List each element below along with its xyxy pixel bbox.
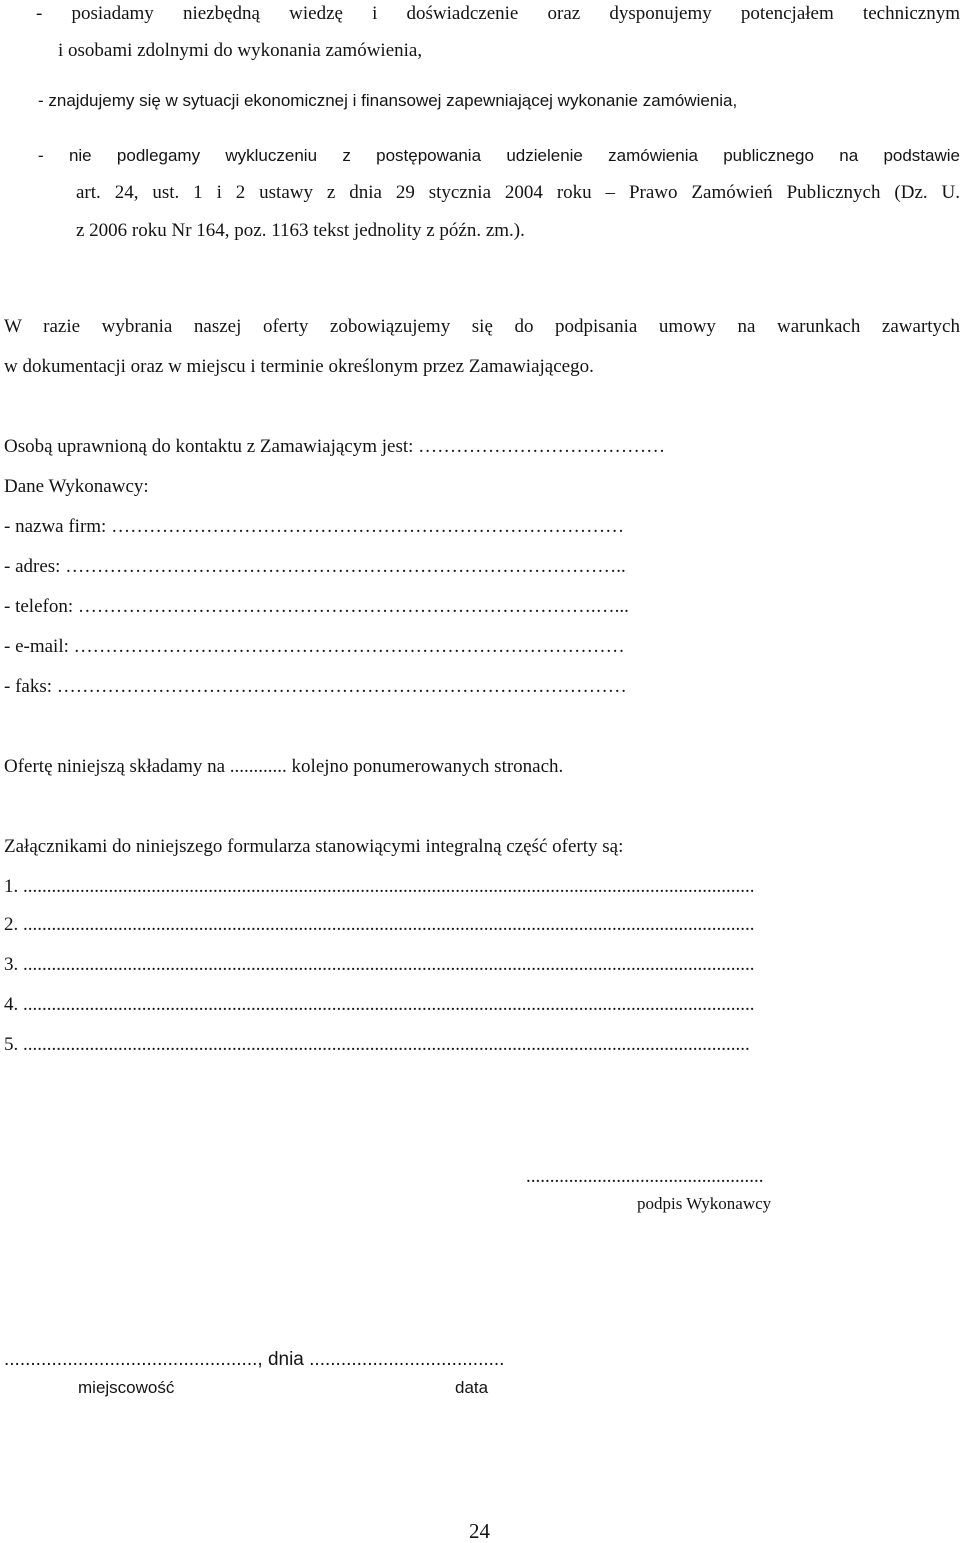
date-label: data — [455, 1378, 489, 1397]
signature-label: podpis Wykonawcy — [637, 1194, 772, 1213]
place-date-line: ................................................, dnia ..................................... — [4, 1349, 505, 1370]
place-label: miejscowość — [78, 1378, 175, 1397]
statement-economic: - znajdujemy się w sytuacji ekonomicznej i finansowej zapewniającej wykonanie zamówienia, — [38, 91, 738, 110]
signature-line: .................................................. — [526, 1166, 764, 1187]
email-field: - e-mail: …………………………………………………………………………… — [4, 636, 625, 657]
pages-count-note: Ofertę niniejszą składamy na ............ kolejno ponumerowanych stronach. — [4, 756, 564, 777]
statement-no-exclusion-line-1: - nie podlegamy wykluczeniu z postępowania udzielenie zamówienia publicznego na podstawie — [38, 146, 960, 165]
attachment-item-5: 5. ......................................................................................................................................................... — [4, 1034, 750, 1055]
contractor-data-heading: Dane Wykonawcy: — [4, 476, 149, 497]
fax-field: - faks: ……………………………………………………………………………… — [4, 676, 627, 697]
address-field: - adres: …………………………………………………………………………….. — [4, 556, 626, 577]
contact-person-field: Osobą uprawnioną do kontaktu z Zamawiającym jest: ………………………………… — [4, 436, 666, 457]
statement-knowledge-line-1: - posiadamy niezbędną wiedzę i doświadczenie oraz dysponujemy potencjałem technicznym — [36, 3, 960, 24]
attachment-item-1: 1. .......................................................................................................................................................... — [4, 876, 755, 897]
statement-no-exclusion-line-3: z 2006 roku Nr 164, poz. 1163 tekst jednolity z późn. zm.). — [76, 220, 525, 241]
company-name-field: - nazwa firm: ……………………………………………………………………… — [4, 516, 625, 537]
statement-no-exclusion-line-2: art. 24, ust. 1 i 2 ustawy z dnia 29 stycznia 2004 roku – Prawo Zamówień Publicznych (Dz. U. — [76, 182, 960, 203]
commitment-line-2: w dokumentacji oraz w miejscu i terminie określonym przez Zamawiającego. — [4, 356, 594, 377]
attachment-item-2: 2. .......................................................................................................................................................... — [4, 914, 755, 935]
attachment-item-3: 3. .......................................................................................................................................................... — [4, 954, 755, 975]
statement-knowledge-line-2: i osobami zdolnymi do wykonania zamówienia, — [58, 40, 423, 61]
attachment-item-4: 4. .......................................................................................................................................................... — [4, 994, 755, 1015]
phone-field: - telefon: ……………………………………………………………………….…... — [4, 596, 629, 617]
attachments-heading: Załącznikami do niniejszego formularza stanowiącymi integralną część oferty są: — [4, 836, 624, 857]
commitment-line-1: W razie wybrania naszej oferty zobowiązujemy się do podpisania umowy na warunkach zawartych — [4, 316, 960, 337]
page-number: 24 — [469, 1519, 490, 1543]
